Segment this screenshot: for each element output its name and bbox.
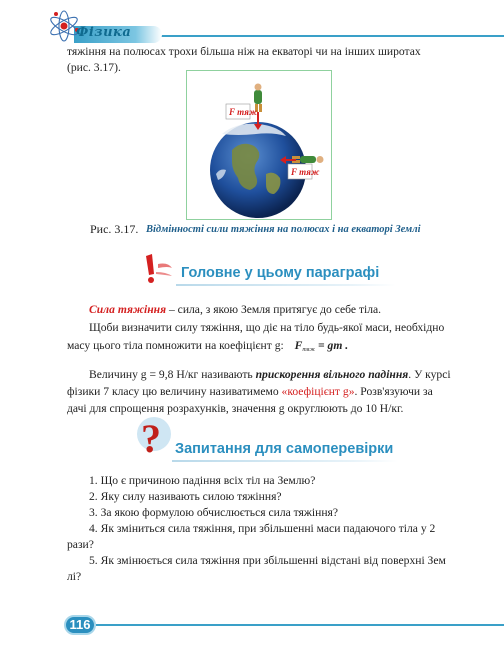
summary-title: Головне у цьому параграфі	[181, 265, 380, 281]
questions-title: Запитання для самоперевірки	[175, 441, 394, 457]
question-5-line1: 5. Як змінюється сила тяжіння при збільшенні відстані від поверхні Зем	[89, 554, 446, 567]
question-5-line2: лі?	[67, 570, 82, 583]
summary-underline	[176, 284, 396, 286]
question-4-line2: рази?	[67, 538, 94, 551]
page-number: 116	[69, 617, 91, 632]
intro-line-1: тяжіння на полюсах трохи більша ніж на екваторі чи на інших широтах	[67, 45, 421, 58]
subject-label: Фізика	[76, 25, 132, 40]
question-2: 2. Яку силу називають силою тяжіння?	[89, 490, 282, 503]
footer-rule	[96, 624, 504, 626]
summary-p3-text: Величину g = 9,8 Н/кг називають	[89, 368, 256, 381]
svg-text:?: ?	[141, 416, 161, 461]
term-free-fall: прискорення вільного падіння	[255, 368, 409, 381]
summary-p2-line2: масу цього тіла помножити на коефіцієнт g:	[67, 339, 284, 352]
question-1: 1. Що є причиною падіння всіх тіл на Землю?	[89, 474, 316, 487]
exclamation-icon	[140, 252, 176, 286]
earth-figure	[186, 70, 332, 220]
term-coefficient-g: «коефіцієнт g»	[281, 385, 355, 398]
force-label-side: F тяж	[291, 167, 320, 177]
summary-p3-line3: дачі для спрощення розрахунків, значення g округлюють до 10 Н/кг.	[67, 402, 404, 415]
summary-p2-line1: Щоби визначити силу тяжіння, що діє на тіло будь-якої маси, необхідно	[89, 321, 445, 334]
question-mark-icon	[130, 412, 172, 462]
summary-p3-line2-end: . Розв'язуючи за	[354, 385, 433, 398]
question-3: 3. За якою формулою обчислюється сила тяжіння?	[89, 506, 339, 519]
summary-p3-text-end: . У курсі	[408, 368, 451, 381]
figure-caption-text: Відмінності сили тяжіння на полюсах і на екваторі Землі	[146, 224, 421, 235]
definition-text: – сила, з якою Земля притягує до себе тіла.	[166, 303, 382, 316]
formula-f: F	[294, 339, 303, 352]
summary-p3-line2: фізики 7 класу цю величину називатимемо	[67, 385, 282, 398]
figure-caption-number: Рис. 3.17.	[90, 222, 139, 236]
questions-underline	[172, 460, 398, 462]
force-label-top: F тяж	[229, 107, 258, 117]
formula-rhs: = gm .	[318, 339, 349, 352]
intro-line-2: (рис. 3.17).	[67, 61, 121, 74]
formula-sub: тяж	[302, 347, 316, 353]
question-4-line1: 4. Як зміниться сила тяжіння, при збільшенні маси падаючого тіла у 2	[89, 522, 436, 535]
term-gravity: Сила тяжіння	[89, 303, 167, 316]
